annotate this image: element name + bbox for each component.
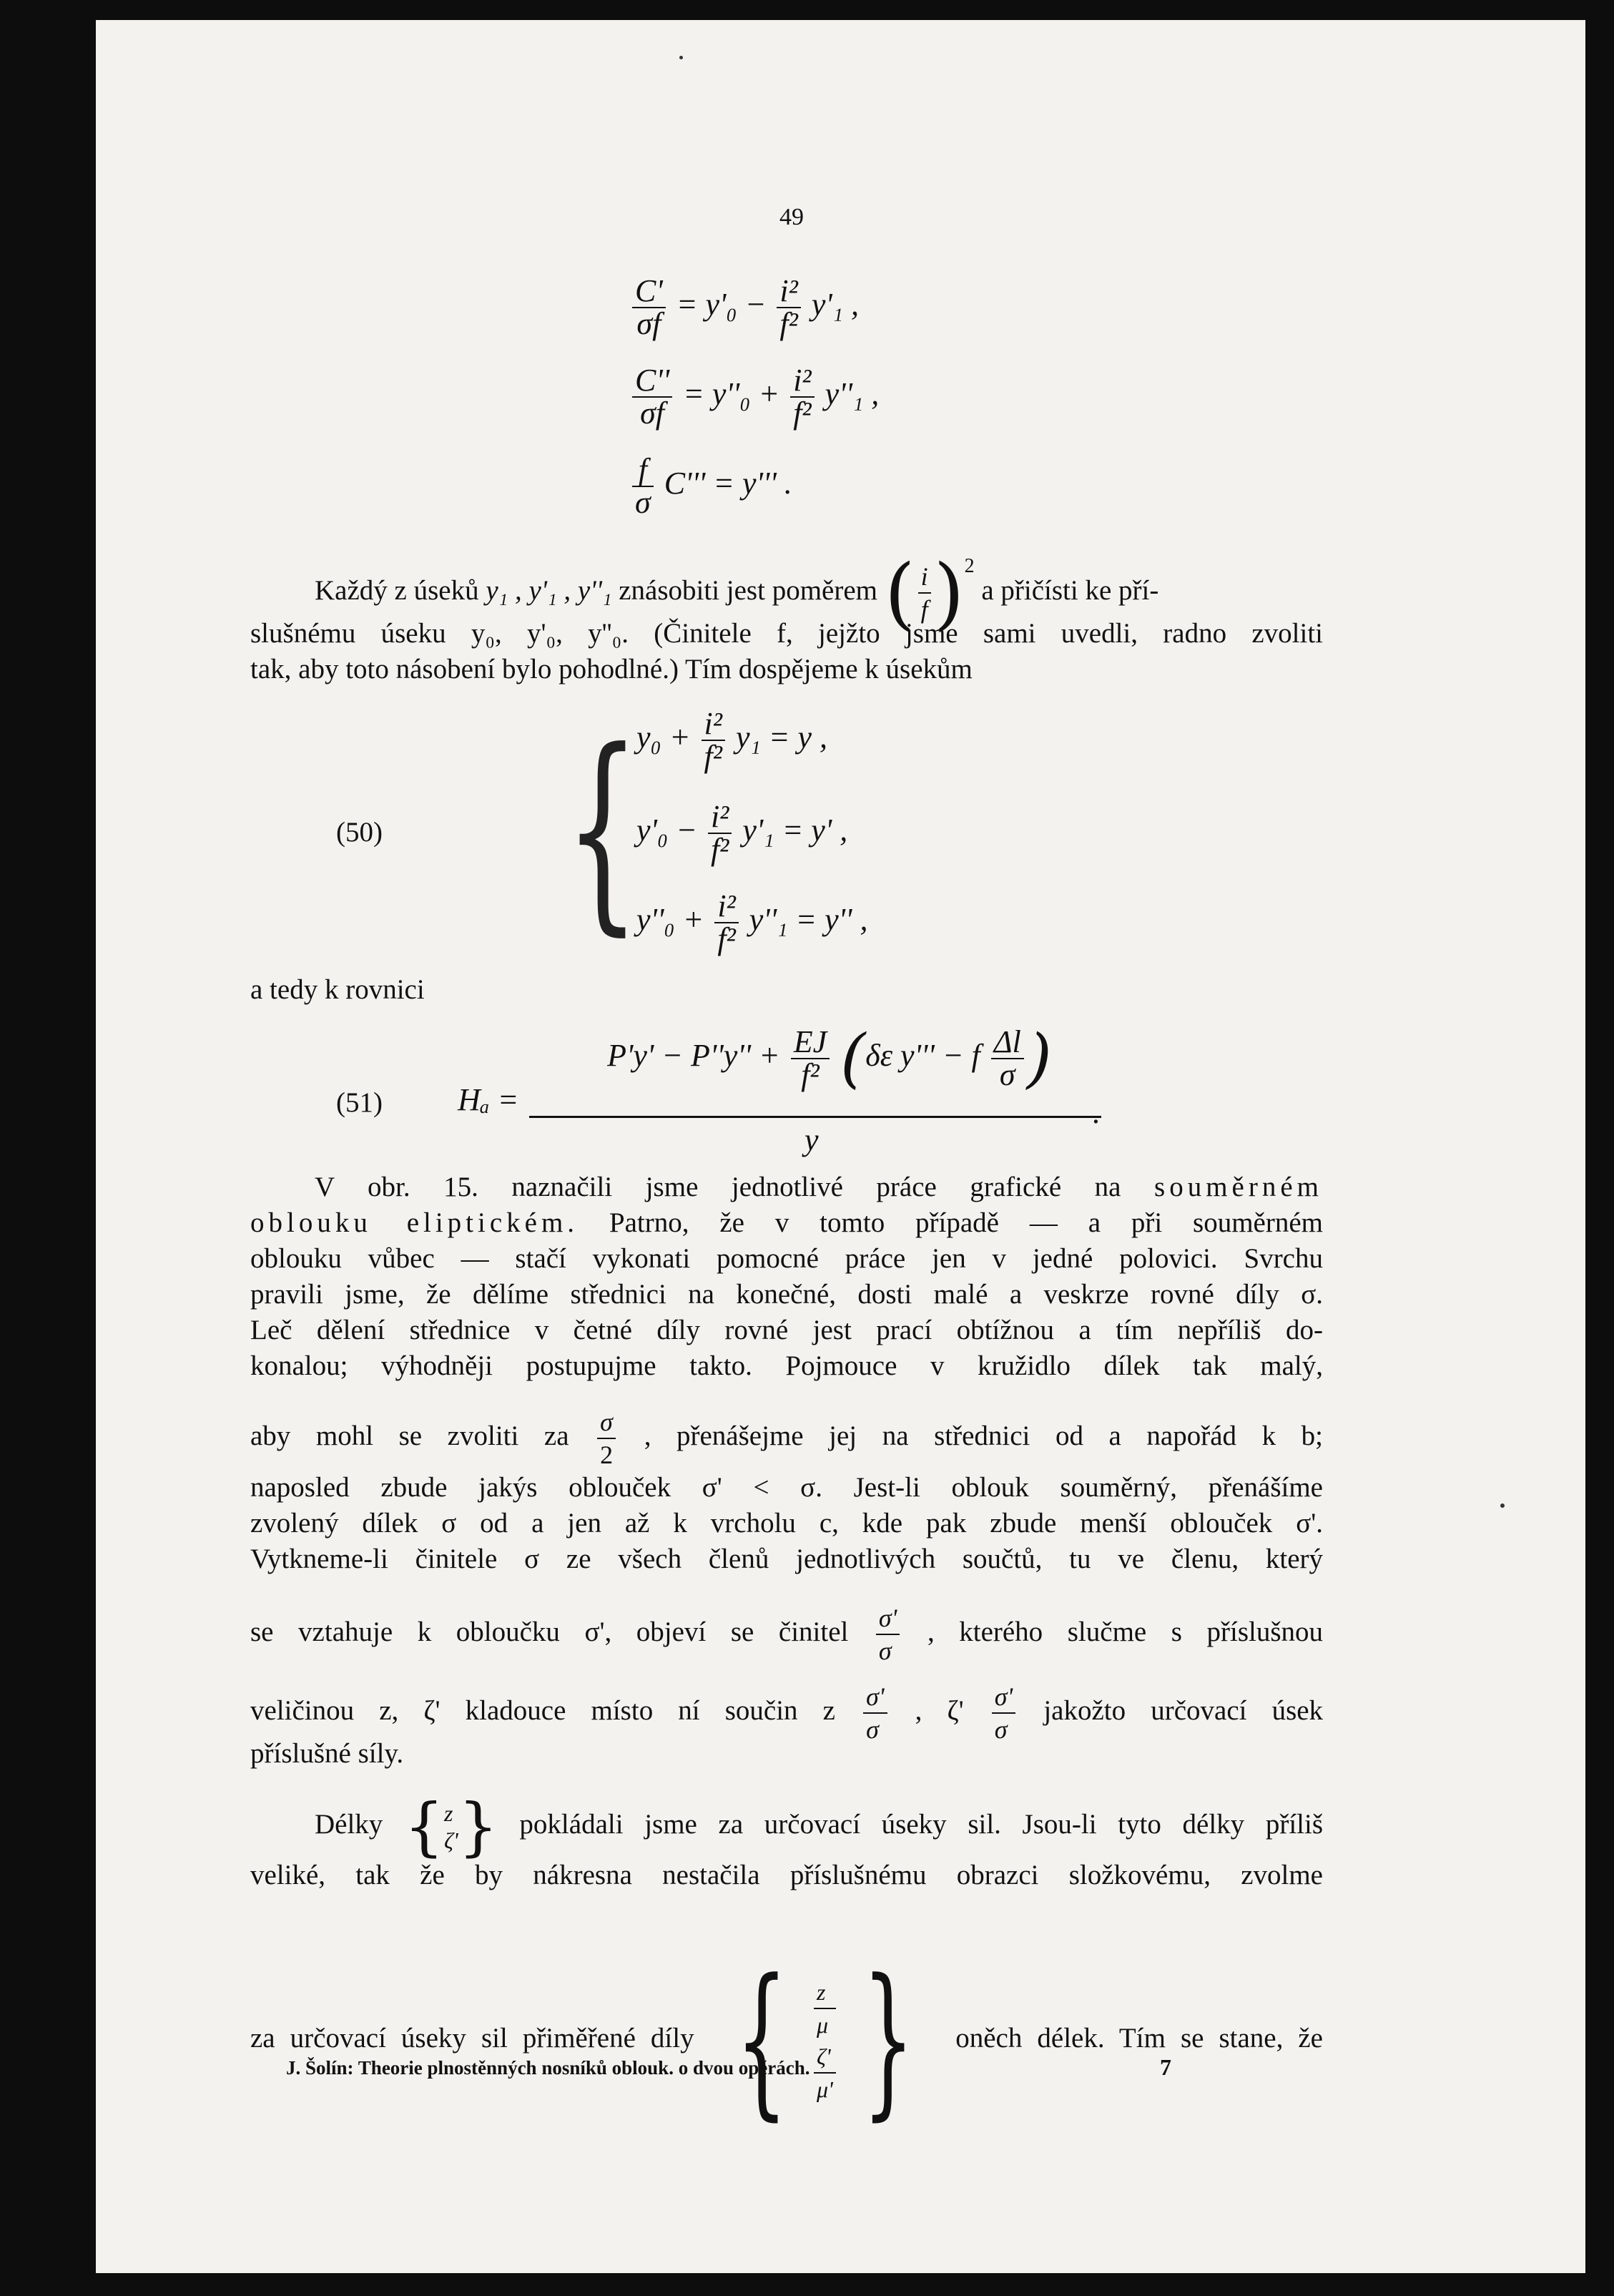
- formula-line-1: [629, 275, 859, 340]
- right-brace: }: [458, 1790, 498, 1863]
- paragraph-2-line-6: konalou; výhodněji postupujme takto. Pojmouce v kružidlo dílek tak malý,: [250, 1350, 1323, 1381]
- numerator: σ': [876, 1602, 900, 1635]
- fraction: [814, 2041, 836, 2105]
- fraction: [918, 561, 931, 625]
- formula-text: y''₁ = y'' ,: [749, 902, 868, 938]
- denominator: σ: [999, 1057, 1015, 1092]
- formula-text: = y''₀ +: [683, 376, 780, 412]
- numerator: z: [814, 1976, 836, 2009]
- exponent: 2: [964, 555, 975, 577]
- formula-text: y''₀ +: [636, 902, 704, 938]
- fraction: [632, 454, 654, 519]
- numerator: ζ': [814, 2041, 836, 2074]
- text: Délky: [315, 1808, 383, 1840]
- paragraph-2-line-9: zvolený dílek σ od a jen až k vrcholu c, kde pak zbude menší oblouček σ'.: [250, 1508, 1323, 1539]
- numerator: σ': [863, 1681, 887, 1714]
- fraction: [597, 1406, 616, 1471]
- page-number: 49: [779, 204, 804, 230]
- text: se vztahuje k obloučku σ', objeví se činitel: [250, 1616, 849, 1647]
- text: Každý z úseků: [315, 575, 479, 606]
- right-paren: ): [933, 547, 965, 639]
- denominator: f²: [793, 396, 812, 431]
- formula-line-2: [629, 365, 879, 429]
- denominator: f²: [710, 832, 729, 867]
- paragraph-2-line-4: pravili jsme, že dělíme střednici na konečné, dosti malé a veskrze rovné díly σ.: [250, 1279, 1323, 1310]
- scanned-page: [96, 20, 1585, 2273]
- formula-text: y'₀ −: [636, 813, 697, 848]
- footer-citation: J. Šolín: Theorie plnostěnných nosníků oblouk. o dvou opěrách.: [286, 2057, 810, 2079]
- connecting-text: a tedy k rovnici: [250, 974, 425, 1005]
- fraction: [777, 275, 800, 340]
- scan-speck: [1500, 1503, 1505, 1508]
- text: , přenášejme jej na střednici od a napořád k b;: [644, 1420, 1323, 1451]
- left-brace: {: [565, 705, 640, 954]
- denominator: σ: [635, 485, 651, 520]
- spaced-text: oblouku eliptickém.: [250, 1207, 579, 1238]
- numerator: C'': [632, 365, 672, 398]
- spaced-text: souměrném: [1154, 1172, 1323, 1202]
- fraction: [791, 1026, 830, 1091]
- formula-text: y₁ = y ,: [735, 720, 827, 755]
- footer-sheet-number: 7: [1160, 2054, 1171, 2080]
- denominator: f²: [801, 1057, 820, 1092]
- stack-top: z: [443, 1800, 453, 1826]
- fraction: [814, 1976, 836, 2041]
- numerator: EJ: [791, 1026, 830, 1059]
- denominator: f²: [779, 306, 798, 341]
- paragraph-1-line-3: tak, aby toto násobení bylo pohodlné.) Tím dospějeme k úsekům: [250, 654, 973, 685]
- paragraph-3-line-3: [250, 1945, 1323, 2136]
- text: , kterého slučme s příslušnou: [927, 1616, 1324, 1647]
- formula-text: δε y''' − f: [865, 1038, 980, 1074]
- formula-text: y'₁ ,: [811, 287, 860, 323]
- equation-50-row-3: [636, 888, 868, 956]
- numerator: i²: [702, 708, 725, 741]
- denominator: σ: [994, 1715, 1008, 1744]
- denominator: f: [920, 595, 928, 624]
- fraction: [632, 275, 666, 340]
- paragraph-2-line-11: [250, 1602, 1323, 1667]
- paragraph-2-line-7: [250, 1406, 1323, 1471]
- left-brace: {: [403, 1790, 444, 1863]
- paragraph-2-line-10: Vytkneme-li činitele σ ze všech členů jednotlivých součtů, tu ve členu, který: [250, 1544, 1323, 1574]
- fraction: [632, 365, 672, 429]
- formula-text: y₀ +: [636, 720, 691, 755]
- text: V obr. 15. naznačili jsme jednotlivé práce grafické na: [315, 1172, 1121, 1202]
- denominator: f²: [704, 739, 722, 774]
- formula-text: = y'₀ −: [676, 287, 767, 323]
- numerator: i²: [790, 365, 814, 398]
- left-paren: (: [884, 547, 915, 639]
- numerator: C': [632, 275, 666, 308]
- formula-line-3: [629, 454, 792, 519]
- equation-number-51: (51): [336, 1087, 383, 1118]
- paragraph-2-line-8: naposled zbude jakýs oblouček σ' < σ. Jest-li oblouk souměrný, přenášíme: [250, 1472, 1323, 1503]
- equation-51-numerator: [558, 1021, 1101, 1096]
- text: pokládali jsme za určovací úseky sil. Jsou-li tyto délky příliš: [519, 1808, 1324, 1840]
- formula-text: y'₁ = y' ,: [742, 813, 848, 848]
- formula-text: P'y' − P''y'' +: [607, 1038, 780, 1074]
- right-brace: }: [862, 1945, 915, 2136]
- equation-51-period: .: [1093, 1095, 1101, 1130]
- fraction: [708, 801, 732, 865]
- left-paren: (: [840, 1021, 866, 1096]
- denominator: σf: [636, 306, 661, 341]
- paragraph-2-line-12: [250, 1681, 1323, 1745]
- fraction: [863, 1681, 887, 1745]
- left-brace: {: [735, 1945, 788, 2136]
- paragraph-1-line-2: slušnému úseku y₀, y'₀, y''₀. (Činitele f, jejžto jsme sami uvedli, radno zvoliti: [250, 618, 1323, 649]
- paragraph-2-line-2: [250, 1206, 1323, 1240]
- text: jakožto určovací úsek: [1043, 1694, 1324, 1726]
- scan-speck: [679, 56, 683, 59]
- equation-50-row-1: [636, 708, 827, 772]
- equation-51-lhs: Hₐ =: [458, 1082, 519, 1117]
- text: znásobiti jest poměrem: [619, 575, 877, 606]
- numerator: f: [632, 454, 654, 487]
- fraction: [702, 708, 725, 772]
- right-paren: ): [1026, 1021, 1052, 1096]
- numerator: i²: [777, 275, 800, 308]
- fraction: [876, 1602, 900, 1667]
- matrix-stack: [814, 1976, 836, 2105]
- denominator: σ: [866, 1715, 879, 1744]
- denominator: μ': [816, 2076, 833, 2102]
- text: za určovací úseky sil přiměřené díly: [250, 2022, 694, 2054]
- text: veličinou z, ζ' kladouce místo ní součin z: [250, 1694, 835, 1726]
- denominator: 2: [600, 1441, 614, 1469]
- fraction-bar: [529, 1116, 1101, 1118]
- paragraph-2-line-3: oblouku vůbec — stačí vykonati pomocné práce jen v jedné polovici. Svrchu: [250, 1243, 1323, 1274]
- paragraph-2-line-13: příslušné síly.: [250, 1738, 404, 1769]
- text: a přičísti ke pří-: [981, 575, 1159, 606]
- denominator: f²: [717, 921, 736, 956]
- stack-bottom: ζ': [443, 1828, 458, 1853]
- fraction: [992, 1681, 1015, 1745]
- denominator: σ: [878, 1637, 892, 1665]
- fraction: [991, 1026, 1024, 1091]
- paragraph-2-line-5: Leč dělení střednice v četné díly rovné jest prací obtížnou a tím nepříliš do-: [250, 1315, 1323, 1345]
- brace-stack: [444, 1800, 458, 1854]
- equation-51-denominator: y: [804, 1122, 819, 1157]
- equation-number-50: (50): [336, 817, 383, 848]
- fraction: [790, 365, 814, 429]
- inline-math: y₁ , y'₁ , y''₁: [486, 575, 612, 606]
- formula-text: C''' = y''' .: [664, 466, 792, 501]
- numerator: σ: [597, 1406, 616, 1439]
- formula-text: y''₁ ,: [825, 376, 880, 412]
- paragraph-3-line-1: [315, 1790, 1324, 1863]
- numerator: i²: [714, 891, 738, 923]
- paragraph-2-line-1: [315, 1170, 1323, 1205]
- text: Patrno, že v tomto případě — a při souměrném: [609, 1207, 1324, 1238]
- text: aby mohl se zvoliti za: [250, 1420, 569, 1451]
- paragraph-3-line-2: veliké, tak že by nákresna nestačila příslušnému obrazci složkovému, zvolme: [250, 1860, 1323, 1890]
- denominator: σf: [640, 396, 665, 431]
- numerator: i²: [708, 801, 732, 834]
- equation-50-row-2: [636, 801, 847, 865]
- numerator: i: [918, 561, 931, 594]
- text: , ζ': [915, 1694, 964, 1726]
- numerator: Δl: [991, 1026, 1024, 1059]
- text: oněch délek. Tím se stane, že: [955, 2022, 1323, 2054]
- numerator: σ': [992, 1681, 1015, 1714]
- denominator: μ: [816, 2012, 829, 2038]
- fraction: [714, 888, 738, 956]
